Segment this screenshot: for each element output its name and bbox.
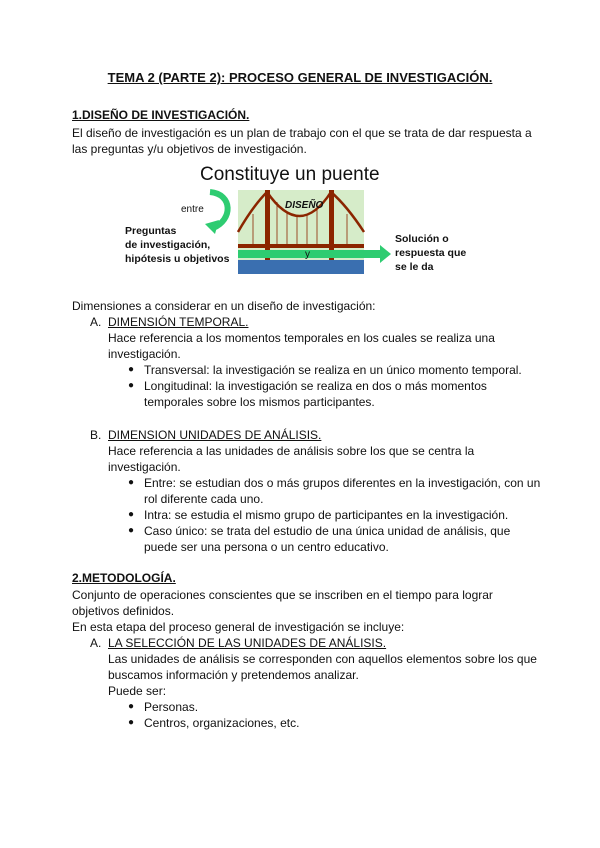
bullet-icon: ● — [128, 701, 135, 712]
bullet-icon: ● — [128, 364, 135, 375]
bridge-tower-right — [329, 190, 334, 260]
dimension-b-letter: B. — [90, 428, 102, 442]
dimension-b-heading — [90, 427, 321, 443]
dimension-a-bullets — [126, 362, 546, 410]
list-item: ● Transversal: la investigación se realiza en un único momento temporal. — [128, 363, 522, 377]
page-title: TEMA 2 (PARTE 2): PROCESO GENERAL DE INVESTIGACIÓN. — [107, 70, 493, 85]
section-intro-metodologia: Conjunto de operaciones conscientes que se inscriben en el tiempo para lograr objetivos definidos. — [72, 588, 493, 618]
dimension-b-bullets — [126, 475, 546, 555]
list-item: ● Entre: se estudian dos o más grupos diferentes en la investigación, con un rol diferente cada uno. — [128, 476, 541, 506]
bridge-diagram — [115, 162, 485, 280]
list-item: ● Centros, organizaciones, etc. — [128, 716, 300, 730]
section-heading-metodologia: 2.METODOLOGÍA. — [72, 571, 176, 585]
diagram-left-text: Preguntas de investigación, hipótesis u objetivos — [125, 225, 230, 265]
dimensions-intro: Dimensiones a considerar en un diseño de investigación: — [72, 299, 376, 313]
method-a-puede: Puede ser: — [108, 684, 167, 698]
method-a-label: LA SELECCIÓN DE LAS UNIDADES DE ANÁLISIS. — [108, 636, 387, 650]
list-item: ● Intra: se estudia el mismo grupo de participantes en la investigación. — [128, 508, 509, 522]
dimension-b-label: DIMENSION UNIDADES DE ANÁLISIS. — [108, 428, 322, 442]
method-a-desc: Las unidades de análisis se corresponden con aquellos elementos sobre los que buscamos información y pretendemos analizar. — [108, 652, 537, 682]
dimension-a-label: DIMENSIÓN TEMPORAL. — [108, 315, 249, 329]
diagram-y: y — [305, 249, 310, 260]
section-heading-diseno: 1.DISEÑO DE INVESTIGACIÓN. — [72, 108, 250, 122]
bridge-label: DISEÑO — [285, 200, 324, 211]
diagram-right-text: Solución o respuesta que se le da — [395, 233, 467, 273]
diagram-heading: Constituye un puente — [200, 164, 380, 185]
bridge-deck — [238, 244, 364, 248]
list-item: ● Longitudinal: la investigación se realiza en dos o más momentos temporales sobre los mismos participantes. — [128, 379, 487, 409]
water — [238, 260, 364, 274]
dimension-a-heading — [90, 314, 248, 330]
method-a-heading — [90, 635, 386, 651]
dimension-a-letter: A. — [90, 315, 102, 329]
method-a-letter: A. — [90, 636, 102, 650]
bullet-icon: ● — [128, 509, 135, 520]
list-item: ● Personas. — [128, 700, 199, 714]
dimension-b-desc: Hace referencia a las unidades de análisis sobre los que se centra la investigación. — [108, 444, 475, 474]
bullet-icon: ● — [128, 525, 135, 536]
section-intro-diseno: El diseño de investigación es un plan de trabajo con el que se trata de dar respuesta a las preguntas y/u objetivos de investigación. — [72, 126, 532, 156]
section-stage: En esta etapa del proceso general de investigación se incluye: — [72, 620, 405, 634]
list-item: ● Caso único: se trata del estudio de una única unidad de análisis, que puede ser una persona o un centro educativo. — [128, 524, 511, 554]
bullet-icon: ● — [128, 477, 135, 488]
bullet-icon: ● — [128, 380, 135, 391]
bullet-icon: ● — [128, 717, 135, 728]
diagram-entre: entre — [181, 204, 204, 215]
method-a-bullets — [126, 699, 546, 731]
bridge-tower-left — [265, 190, 270, 260]
straight-arrowhead-icon — [380, 245, 391, 263]
dimension-a-desc: Hace referencia a los momentos temporales en los cuales se realiza una investigación. — [108, 331, 495, 361]
curved-arrowhead-icon — [205, 220, 219, 234]
